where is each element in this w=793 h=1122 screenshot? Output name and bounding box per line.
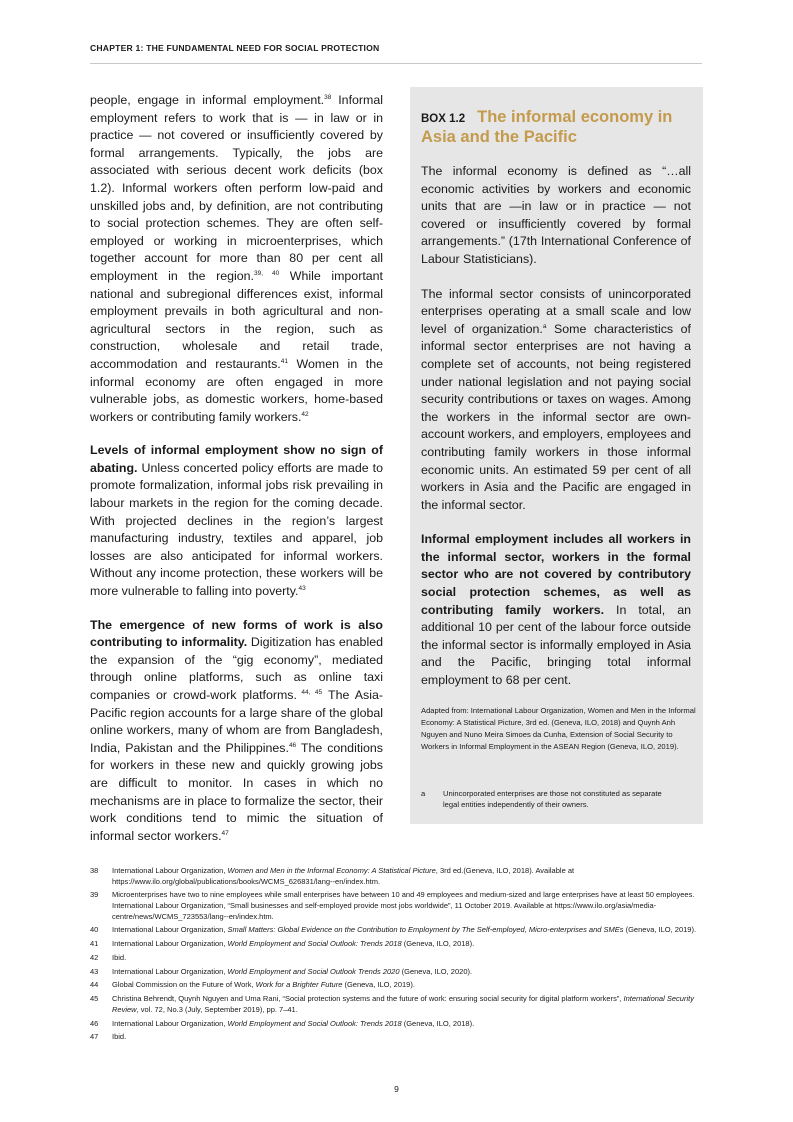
- box-paragraph-definition: The informal economy is defined as “…all economic activities by workers and economic units that are —in law or in practice — not covered or insufficiently covered by formal arrangements.” (17th International Conference of Labour Statisticians).: [421, 164, 691, 266]
- footnote: 44 Global Commission on the Future of Work, Work for a Brighter Future (Geneva, ILO, 2019).: [90, 980, 415, 990]
- box-paragraph-informal-employment: Informal employment includes all workers in the informal sector, workers in the formal sector who are not covered by contributory social protection schemes, as well as contributing family workers. In total, an additional 10 per cent of the labour force outside the informal sector is informally employed in Asia and the Pacific, bringing total informal employment to 68 per cent.: [421, 532, 691, 688]
- box-paragraph-informal-sector: The informal sector consists of unincorporated enterprises operating at a small scale and low level of organization.$^a$ Some characteristics of informal sector enterprises are not having a complete set of accounts, not being registered under national legislation and not paying social security contributions or taxes on wages. Among the workers in the informal sector are own-account workers, and employers, employees and contributing family workers in those informal economic units. An estimated 59 per cent of all workers in Asia and the Pacific are engaged in the informal sector.: [421, 286, 691, 512]
- box-body: [421, 163, 691, 707]
- footnote: 43 International Labour Organization, World Employment and Social Outlook Trends 2020 (Geneva, ILO, 2020).: [90, 966, 473, 976]
- chapter-header: CHAPTER 1: THE FUNDAMENTAL NEED FOR SOCIAL PROTECTION: [90, 43, 380, 53]
- paragraph-new-forms-of-work: The emergence of new forms of work is also contributing to informality. Digitization has enabled the expansion of the “gig economy”, mediated through online platforms, such as online taxi companies or crowd-work platforms. $^{44, 45}$ The Asia-Pacific region accounts for a large share of the global online workers, many of whom are from Bangladesh, India, Pakistan and the Philippines.$^{46}$ The conditions for workers in these new and quickly growing jobs are difficult to monitor. In cases in which no mechanisms are in place to formalize the sector, their work conditions tend to mimic the situation of informal sector workers.$^{47}$: [90, 617, 384, 843]
- paragraph-no-sign-of-abating: Levels of informal employment show no sign of abating. Unless concerted policy efforts are made to promote formalization, informal jobs risk prevailing in labour markets in the region for the coming decade. With projected declines in the region’s largest manufacturing industry, textiles and apparel, job losses are also anticipated for informal workers. Without any income protection, these workers will be more vulnerable to falling into poverty.$^{43}$: [90, 443, 383, 599]
- header-rule: [90, 63, 702, 64]
- box-title: The informal economy in Asia and the Pacific: [421, 108, 673, 146]
- box-label: BOX 1.2: [421, 113, 466, 125]
- footnote: 38 International Labour Organization, Women and Men in the Informal Economy: A Statistical Picture, 3rd ed.(Geneva, ILO, 2018). Available at https://www.ilo.org/global/publications/books/WCMS_626831/lang--en/index.htm.: [90, 866, 575, 886]
- footnote: 40 International Labour Organization, Small Matters: Global Evidence on the Contribution to Employment by The Self-employed, Micro-enterprises and SMEs (Geneva, ILO, 2019).: [90, 925, 697, 935]
- footnotes: [90, 866, 702, 1046]
- footnote: 45 Christina Behrendt, Quynh Nguyen and Uma Rani, “Social protection systems and the future of work: ensuring social security for digital platform workers”, International Security Review, vol. 72, No.3 (July, September 2019), pp. 7–41.: [90, 994, 694, 1014]
- footnote: 46 International Labour Organization, World Employment and Social Outlook: Trends 2018 (Geneva, ILO, 2018).: [90, 1018, 475, 1028]
- footnote: 42 Ibid.: [90, 952, 127, 962]
- box-heading: [421, 108, 696, 147]
- paragraph-informal-employment: people, engage in informal employment.$^{38}$ Informal employment refers to work that is — in law or in practice — not covered or insufficiently covered by formal arrangements. Typically, the jobs are associated with serious decent work deficits (box 1.2). Informal workers often perform low-paid and unskilled jobs and, by definition, are not contributing to social protection schemes. They are often self-employed or working in microenterprises, which together account for more than 80 per cent all employment in the region.$^{39, 40}$ While important national and subregional differences exist, informal employment prevails in both agricultural and non-agricultural sectors in the region, such as construction, wholesale and retail trade, accommodation and restaurants.$^{41}$ Women in the informal economy are often engaged in more vulnerable jobs, as domestic workers, home-based workers or contributing family workers.$^{42}$: [90, 93, 383, 424]
- box-informal-economy: [410, 87, 703, 824]
- box-source-note: Adapted from: International Labour Organization, Women and Men in the Informal Economy: A Statistical Picture, 3rd ed. (Geneva, ILO, 2018) and Quynh Anh Nguyen and Nuno Meira Simoes da Cunha, Extension of Social Security to Workers in Informal Employment in the ASEAN Region (Geneva, ILO, 2019).: [421, 706, 696, 751]
- footnote: 41 International Labour Organization, World Employment and Social Outlook: Trends 2018 (Geneva, ILO, 2018).: [90, 939, 475, 949]
- box-footnote: a Unincorporated enterprises are those not constituted as separate legal entities independently of their owners.: [421, 789, 662, 809]
- left-column: [90, 92, 383, 861]
- footnote: 47 Ibid.: [90, 1032, 127, 1042]
- footnote: 39 Microenterprises have two to nine employees while small enterprises have between 10 and 49 employees and medium-sized and large enterprises have at least 50 employees. International Labour Organization, “Small businesses and self-employed provide most jobs worldwide”, 11 October 2019. Available at https://www.ilo.org/asia/media-centre/news/WCMS_723553/lang--en/index.htm.: [90, 890, 695, 921]
- page-number: 9: [394, 1084, 399, 1094]
